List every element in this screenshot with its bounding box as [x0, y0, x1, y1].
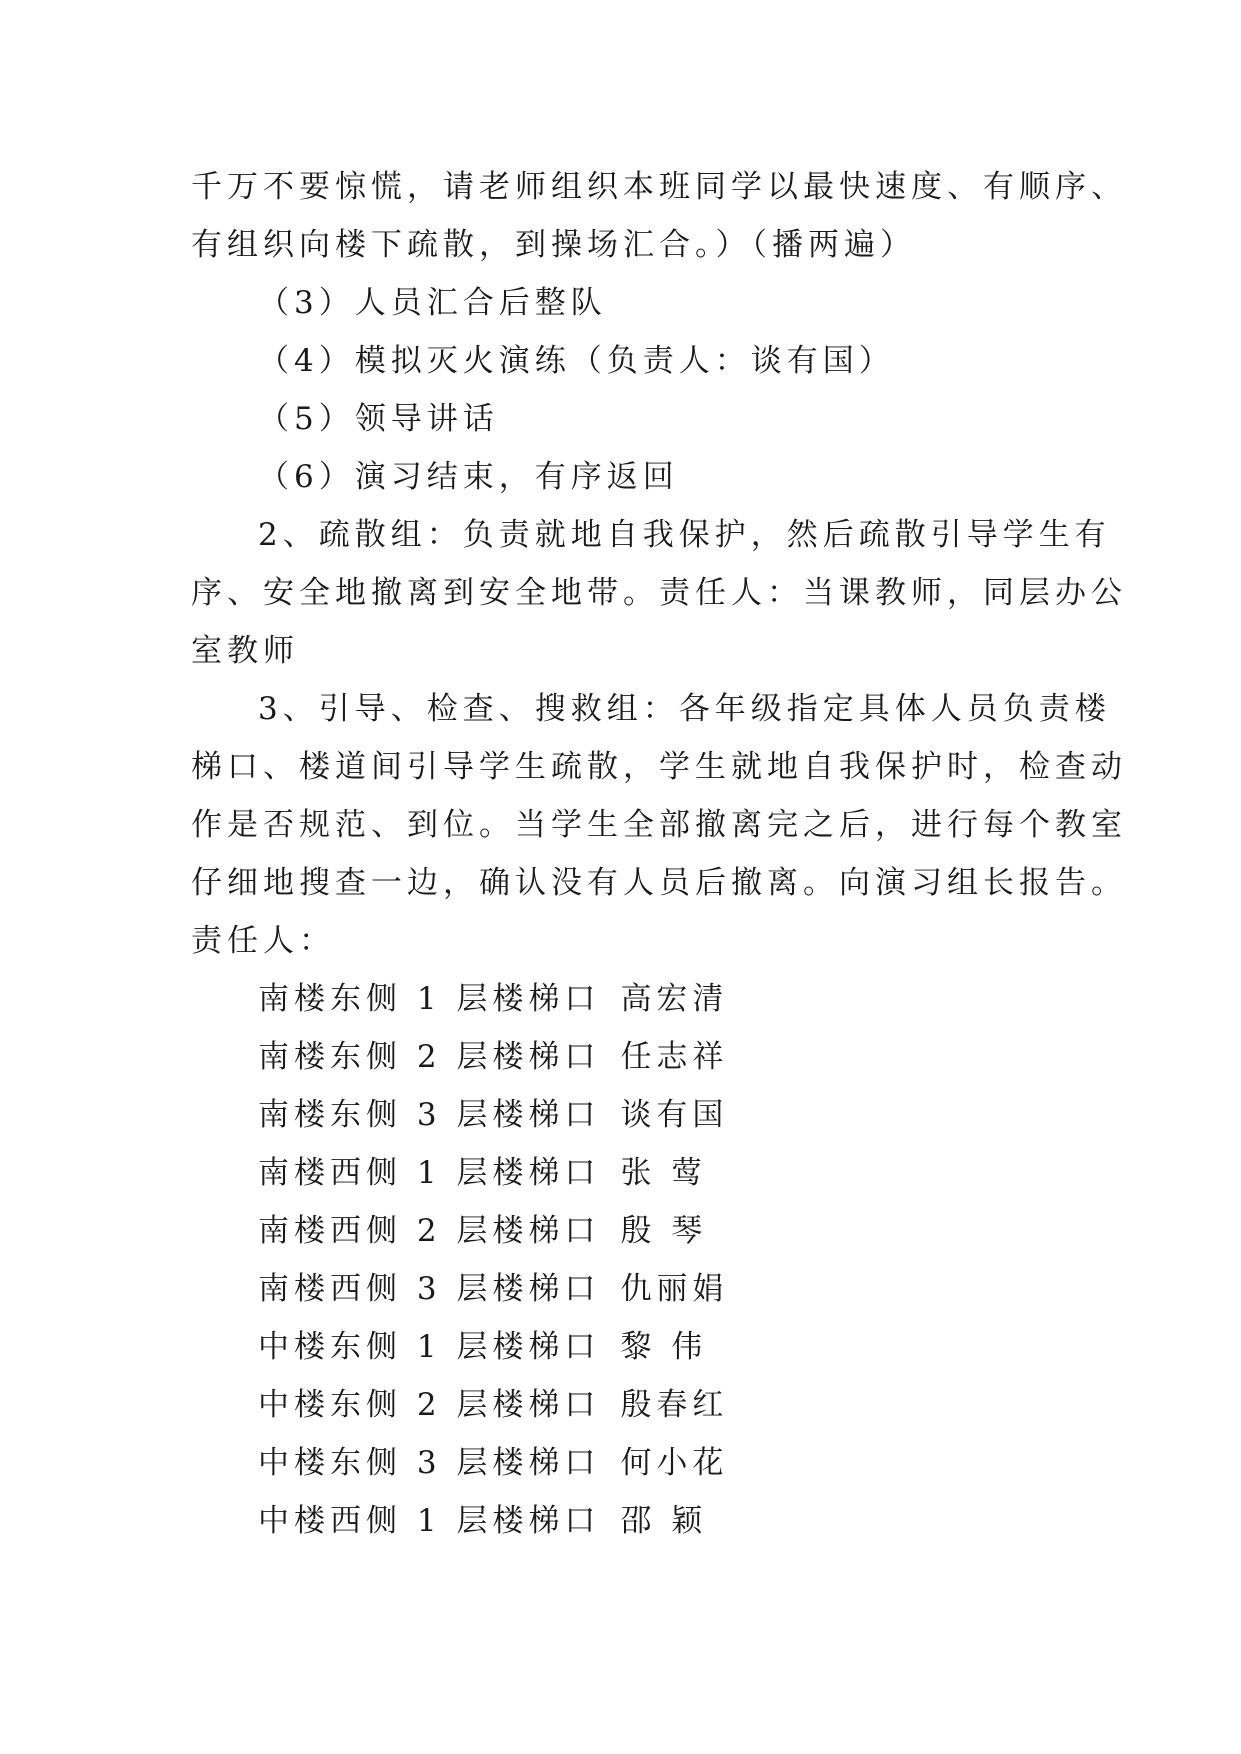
roster-location: 南楼西侧 1 层楼梯口 [258, 1155, 601, 1191]
roster-person: 谈有国 [620, 1097, 729, 1133]
roster-location: 中楼东侧 3 层楼梯口 [258, 1445, 601, 1481]
roster-location: 南楼东侧 3 层楼梯口 [258, 1097, 601, 1133]
roster-person: 高宏清 [620, 981, 729, 1017]
roster-row [191, 1028, 1071, 1086]
roster-person: 仇丽娟 [620, 1271, 729, 1307]
roster-row [191, 1202, 1071, 1260]
roster-row [191, 1492, 1071, 1550]
paragraph-line: 作是否规范、到位。当学生全部撤离完之后，进行每个教室 [191, 807, 1127, 843]
roster-row [191, 1318, 1071, 1376]
roster-person: 邵 颖 [620, 1503, 708, 1539]
roster-location: 中楼东侧 2 层楼梯口 [258, 1387, 601, 1423]
document-body [191, 158, 1127, 1550]
responsible-roster [191, 970, 1071, 1550]
paragraph-line: 梯口、楼道间引导学生疏散，学生就地自我保护时，检查动 [191, 749, 1127, 785]
roster-person: 何小花 [620, 1445, 729, 1481]
roster-row [191, 970, 1071, 1028]
roster-person: 张 莺 [620, 1155, 708, 1191]
roster-location: 南楼西侧 2 层楼梯口 [258, 1213, 601, 1249]
guide-search-group-line: 3、引导、检查、搜救组：各年级指定具体人员负责楼 [258, 691, 1111, 727]
step-3-line: （3）人员汇合后整队 [258, 285, 607, 321]
roster-location: 中楼东侧 1 层楼梯口 [258, 1329, 601, 1365]
roster-row [191, 1144, 1071, 1202]
roster-person: 黎 伟 [620, 1329, 708, 1365]
step-4-line: （4）模拟灭火演练（负责人：谈有国） [258, 343, 895, 379]
evacuation-group-line: 2、疏散组：负责就地自我保护，然后疏散引导学生有 [258, 517, 1111, 553]
roster-person: 殷 琴 [620, 1213, 708, 1249]
roster-person: 殷春红 [620, 1387, 729, 1423]
roster-row [191, 1260, 1071, 1318]
roster-row [191, 1086, 1071, 1144]
paragraph-line: 千万不要惊慌，请老师组织本班同学以最快速度、有顺序、 [191, 169, 1127, 205]
roster-row [191, 1376, 1071, 1434]
roster-location: 南楼东侧 2 层楼梯口 [258, 1039, 601, 1075]
paragraph-line: 室教师 [191, 633, 299, 669]
paragraph-line: 有组织向楼下疏散，到操场汇合。）（播两遍） [191, 227, 916, 263]
roster-row [191, 1434, 1071, 1492]
paragraph-line: 序、安全地撤离到安全地带。责任人：当课教师，同层办公 [191, 575, 1127, 611]
roster-location: 中楼西侧 1 层楼梯口 [258, 1503, 601, 1539]
step-5-line: （5）领导讲话 [258, 401, 499, 437]
roster-location: 南楼东侧 1 层楼梯口 [258, 981, 601, 1017]
roster-location: 南楼西侧 3 层楼梯口 [258, 1271, 601, 1307]
responsible-label: 责任人： [191, 923, 335, 959]
paragraph-line: 仔细地搜查一边，确认没有人员后撤离。向演习组长报告。 [191, 865, 1127, 901]
step-6-line: （6）演习结束，有序返回 [258, 459, 679, 495]
roster-person: 任志祥 [620, 1039, 729, 1075]
